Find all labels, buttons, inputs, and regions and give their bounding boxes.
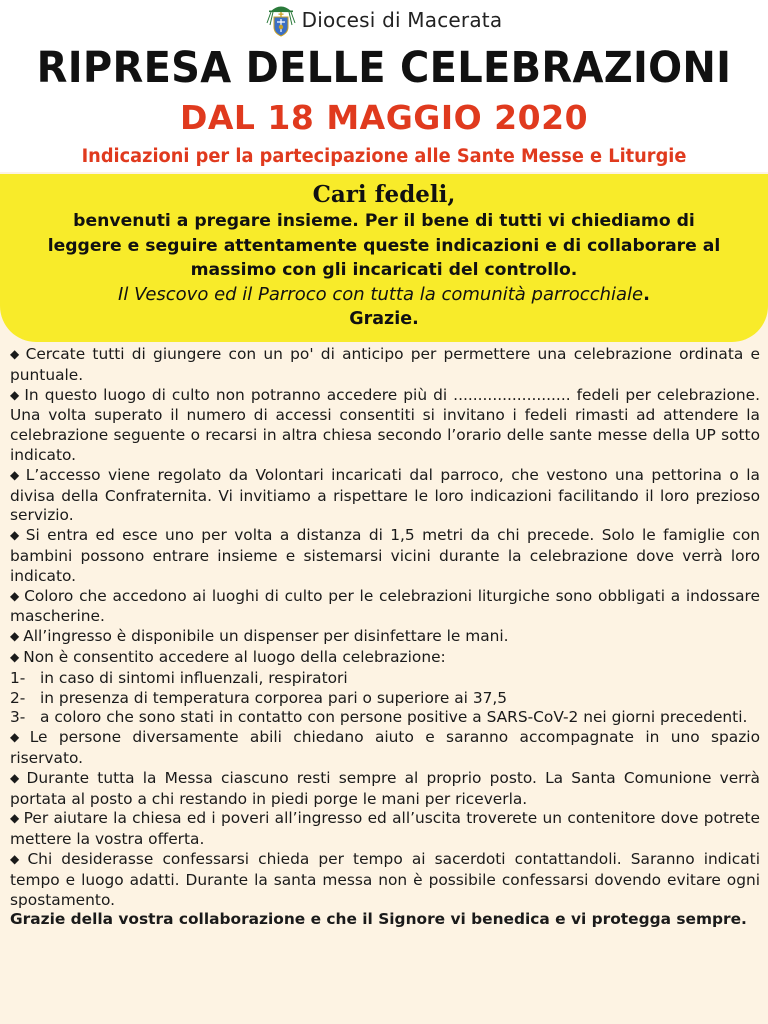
instruction-text: Chi desiderasse confessarsi chieda per tempo ai sacerdoti contattandoli. Saranno indicati tempo e luogo adatti. Durante la santa messa non è possibile confessarsi dovendo evitare ogni spostamento. (10, 849, 760, 909)
diamond-bullet-icon: ◆ (10, 649, 20, 664)
instruction-text: Non è consentito accedere al luogo della celebrazione: (23, 647, 446, 666)
instruction-item (10, 386, 760, 466)
signature-text: Il Vescovo ed il Parroco con tutta la comunità parrocchiale (118, 284, 644, 305)
diamond-bullet-icon: ◆ (10, 588, 21, 603)
greeting: Cari fedeli, (312, 181, 456, 208)
instruction-item (10, 769, 760, 810)
diamond-bullet-icon: ◆ (10, 730, 26, 745)
diocese-header (0, 2, 768, 38)
instruction-text: Le persone diversamente abili chiedano aiuto e saranno accompagnate in uno spazio riservato. (10, 728, 760, 767)
instruction-text: Per aiutare la chiesa ed i poveri all’ingresso ed all’uscita troverete un contenitore dove potrete mettere la vostra offerta. (10, 809, 760, 849)
instruction-text: Coloro che accedono ai luoghi di culto per le celebrazioni liturgiche sono obbligati a indossare mascherine. (10, 586, 761, 626)
item-number: 2- (10, 688, 26, 707)
closing-blessing: Grazie della vostra collaborazione e che il Signore vi benedica e vi protegga sempre. (10, 910, 747, 929)
thanks: Grazie. (349, 309, 419, 329)
item-number: 1- (10, 668, 26, 687)
instruction-text: L’accesso viene regolato da Volontari incaricati dal parroco, che vestono una pettorina o la divisa della Confraternita. Vi invitiamo a rispettare le loro indicazioni facilitando il loro prezioso servizio. (10, 465, 760, 525)
instruction-item (10, 526, 760, 586)
diamond-bullet-icon: ◆ (10, 770, 23, 785)
instruction-item (10, 850, 760, 910)
diamond-bullet-icon: ◆ (10, 467, 22, 482)
welcome-line: benvenuti a pregare insieme. Per il bene di tutti vi chiediamo di (73, 211, 695, 231)
diamond-bullet-icon: ◆ (10, 851, 24, 866)
instruction-item (10, 587, 760, 628)
item-number: 3- (10, 708, 26, 727)
instruction-text: Si entra ed esce uno per volta a distanza di 1,5 metri da chi precede. Solo le famiglie con bambini possono entrare insieme e sistemarsi vicini durante la celebrazione dove verrà loro indicato. (10, 526, 760, 585)
instruction-item (10, 728, 760, 769)
welcome-box (0, 174, 768, 342)
instruction-item (10, 466, 760, 526)
instruction-text: In questo luogo di culto non potranno accedere più di ........................ fedeli per celebrazione. Una volta superato il numero di accessi consentiti si invitano i fedeli rimasti ad attendere la celebrazione seguente o recarsi in altra chiesa secondo l’orario delle sante messe della UP sotto indicato. (10, 385, 761, 464)
welcome-line: massimo con gli incaricati del controllo. (190, 260, 578, 280)
instruction-item (10, 809, 760, 850)
signature-end: . (643, 284, 650, 305)
instruction-text: All’ingresso è disponibile un dispenser per disinfettare le mani. (23, 627, 509, 646)
bishop-coat-of-arms-icon (266, 3, 296, 37)
instruction-text: a coloro che sono stati in contatto con persone positive a SARS-CoV-2 nei giorni precedenti. (40, 708, 748, 727)
date-title: DAL 18 MAGGIO 2020 (179, 98, 589, 137)
numbered-item (10, 708, 760, 728)
welcome-line: leggere e seguire attentamente queste indicazioni e di collaborare al (47, 235, 721, 256)
subtitle: Indicazioni per la partecipazione alle Sante Messe e Liturgie (81, 146, 687, 167)
instruction-text: in presenza di temperatura corporea pari o superiore ai 37,5 (40, 688, 508, 707)
instructions-list (10, 345, 760, 930)
diamond-bullet-icon: ◆ (10, 811, 20, 826)
instruction-text: Durante tutta la Messa ciascuno resti sempre al proprio posto. La Santa Comunione verrà portata al posto a chi restando in piedi porge le mani per riceverla. (10, 768, 760, 808)
main-title: RIPRESA DELLE CELEBRAZIONI (36, 43, 732, 93)
welcome-message (0, 209, 768, 283)
instruction-item (10, 648, 760, 669)
diamond-bullet-icon: ◆ (10, 347, 22, 361)
signature (0, 283, 768, 307)
instruction-item (10, 345, 760, 386)
numbered-item (10, 669, 760, 689)
diamond-bullet-icon: ◆ (10, 387, 21, 402)
diocese-name: Diocesi di Macerata (301, 8, 503, 32)
numbered-item (10, 689, 760, 709)
diamond-bullet-icon: ◆ (10, 629, 20, 644)
instruction-text: in caso di sintomi influenzali, respiratori (40, 668, 348, 687)
instruction-text: Cercate tutti di giungere con un po' di anticipo per permettere una celebrazione ordinata e puntuale. (10, 345, 761, 384)
instruction-item (10, 627, 760, 648)
diamond-bullet-icon: ◆ (10, 528, 22, 543)
